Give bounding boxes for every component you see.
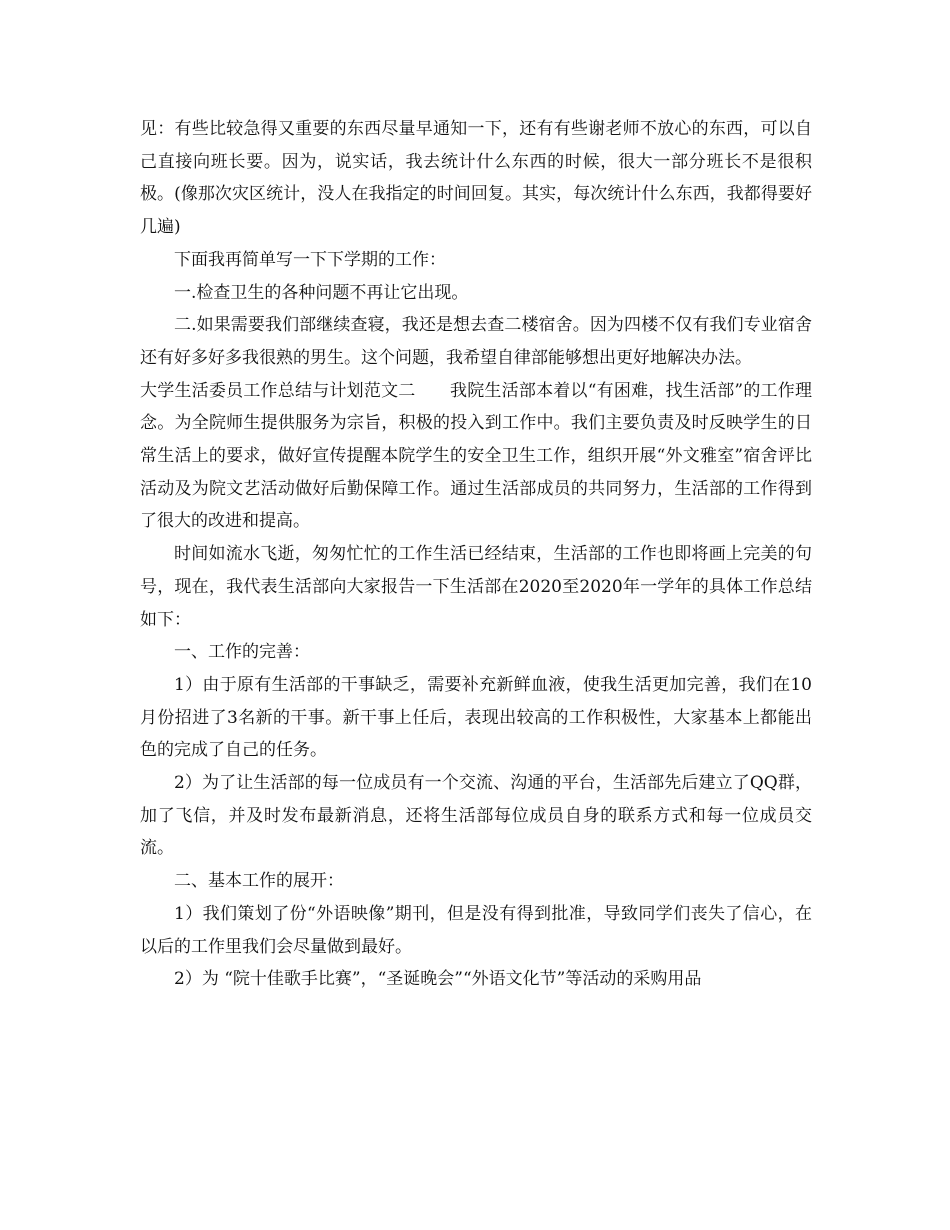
document-body — [140, 113, 812, 996]
paragraph: 2）为 “院十佳歌手比赛”，“圣诞晚会”“外语文化节”等活动的采购用品 — [174, 969, 702, 990]
paragraph: 一.检查卫生的各种问题不再让它出现。 — [174, 282, 469, 303]
paragraph: 见：有些比较急得又重要的东西尽量早通知一下，还有有些谢老师不放心的东西，可以自己直接向班长要。因为，说实话，我去统计什么东西的时候，很大一部分班长不是很积极。(像那次灾区统计，没人在我指定的时间回复。其实，每次统计什么东西，我都得要好几遍) — [140, 119, 812, 238]
paragraph: 1）由于原有生活部的干事缺乏，需要补充新鲜血液，使我生活更加完善，我们在10月份招进了3名新的干事。新干事上任后，表现出较高的工作积极性，大家基本上都能出色的完成了自己的任务。 — [140, 674, 812, 761]
paragraph: 一、工作的完善： — [174, 642, 310, 663]
paragraph: 时间如流水飞逝，匆匆忙忙的工作生活已经结束，生活部的工作也即将画上完美的句号，现在，我代表生活部向大家报告一下生活部在2020至2020年一学年的具体工作总结如下： — [140, 544, 812, 630]
paragraph: 下面我再简单写一下下学期的工作： — [174, 249, 446, 270]
paragraph: 二.如果需要我们部继续查寝，我还是想去查二楼宿舍。因为四楼不仅有我们专业宿舍还有好多好多我很熟的男生。这个问题，我希望自律部能够想出更好地解决办法。 — [140, 315, 812, 368]
section-heading-paragraph: 大学生活委员工作总结与计划范文二 我院生活部本着以“有困难，找生活部”的工作理念。为全院师生提供服务为宗旨，积极的投入到工作中。我们主要负责及时反映学生的日常生活上的要求，做好宣传提醒本院学生的安全卫生工作，组织开展“外文雅室”宿舍评比活动及为院文艺活动做好后勤保障工作。通过生活部成员的共同努力，生活部的工作得到了很大的改进和提高。 — [140, 380, 812, 532]
paragraph: 2）为了让生活部的每一位成员有一个交流、沟通的平台，生活部先后建立了QQ群，加了飞信，并及时发布最新消息，还将生活部每位成员自身的联系方式和每一位成员交流。 — [140, 773, 812, 859]
paragraph: 二、基本工作的展开： — [174, 871, 344, 892]
paragraph: 1）我们策划了份“外语映像”期刊，但是没有得到批准，导致同学们丧失了信心，在以后的工作里我们会尽量做到最好。 — [140, 903, 812, 957]
